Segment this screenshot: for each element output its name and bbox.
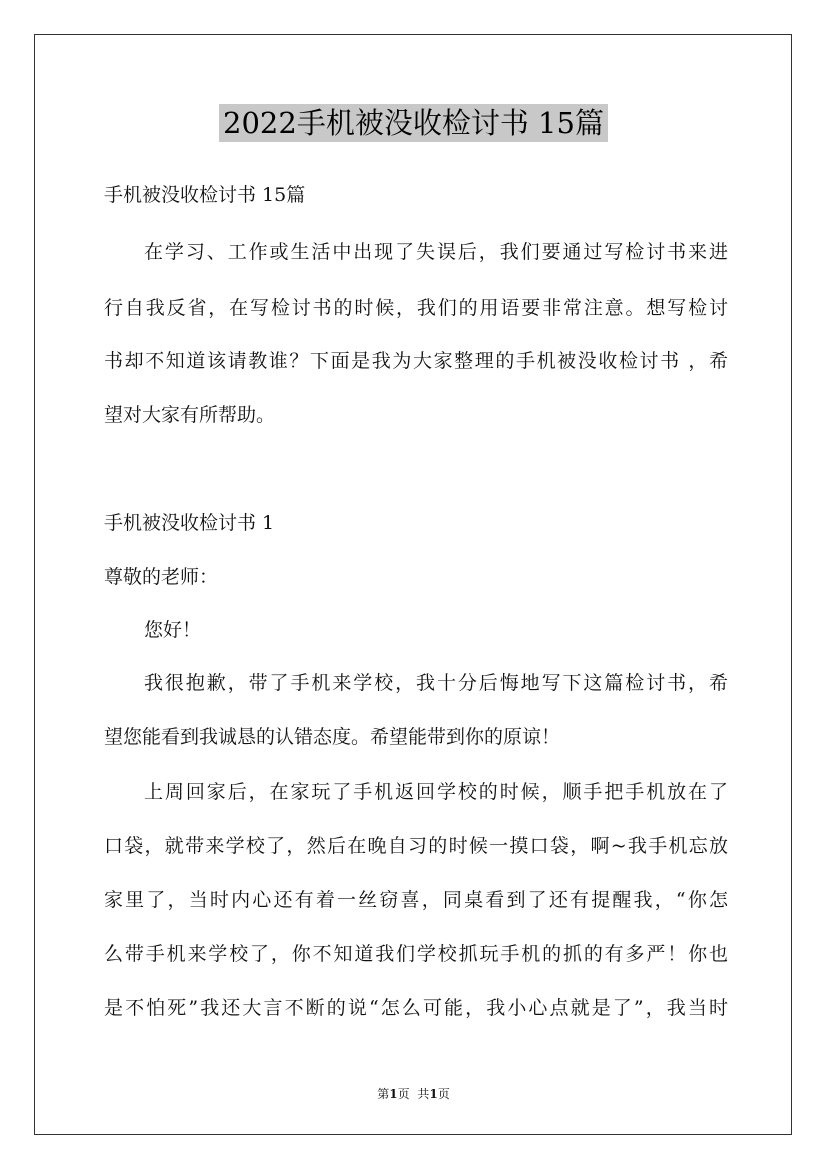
document-title: 2022手机被没收检讨书 15篇 xyxy=(219,104,608,142)
section-heading: 手机被没收检讨书 1 xyxy=(104,512,275,534)
intro-line: 行自我反省，在写检讨书的时候，我们的用语要非常注意。想写检讨 xyxy=(104,297,728,319)
page-suffix: 页 xyxy=(397,1087,410,1101)
total-pages: 1 xyxy=(429,1087,438,1101)
paragraph-line: 我很抱歉，带了手机来学校，我十分后悔地写下这篇检讨书，希 xyxy=(144,672,728,694)
paragraph-line: 家里了，当时内心还有着一丝窃喜，同桌看到了还有提醒我，“你怎 xyxy=(104,889,728,911)
total-prefix: 共 xyxy=(417,1087,430,1101)
paragraph-line: 望您能看到我诚恳的认错态度。希望能带到你的原谅！ xyxy=(104,726,561,748)
intro-line: 书却不知道该请教谁？下面是我为大家整理的手机被没收检讨书 ，希 xyxy=(104,350,728,372)
title-container xyxy=(0,104,827,142)
page-prefix: 第 xyxy=(377,1087,390,1101)
paragraph-line: 口袋，就带来学校了，然后在晚自习的时候一摸口袋，啊~我手机忘放 xyxy=(104,835,728,857)
salutation: 尊敬的老师： xyxy=(104,566,219,588)
page-number: 1 xyxy=(389,1087,398,1101)
intro-line: 望对大家有所帮助。 xyxy=(104,404,276,426)
document-subtitle: 手机被没收检讨书 15篇 xyxy=(104,184,306,206)
intro-line: 在学习、工作或生活中出现了失误后，我们要通过写检讨书来进 xyxy=(144,241,728,263)
paragraph-line: 是不怕死”我还大言不断的说“怎么可能，我小心点就是了”，我当时 xyxy=(104,997,728,1019)
paragraph-line: 上周回家后，在家玩了手机返回学校的时候，顺手把手机放在了 xyxy=(144,781,728,803)
greeting: 您好！ xyxy=(144,619,202,641)
page-footer xyxy=(0,1085,827,1102)
total-suffix: 页 xyxy=(437,1087,450,1101)
paragraph-line: 么带手机来学校了，你不知道我们学校抓玩手机的抓的有多严！你也 xyxy=(104,943,728,965)
